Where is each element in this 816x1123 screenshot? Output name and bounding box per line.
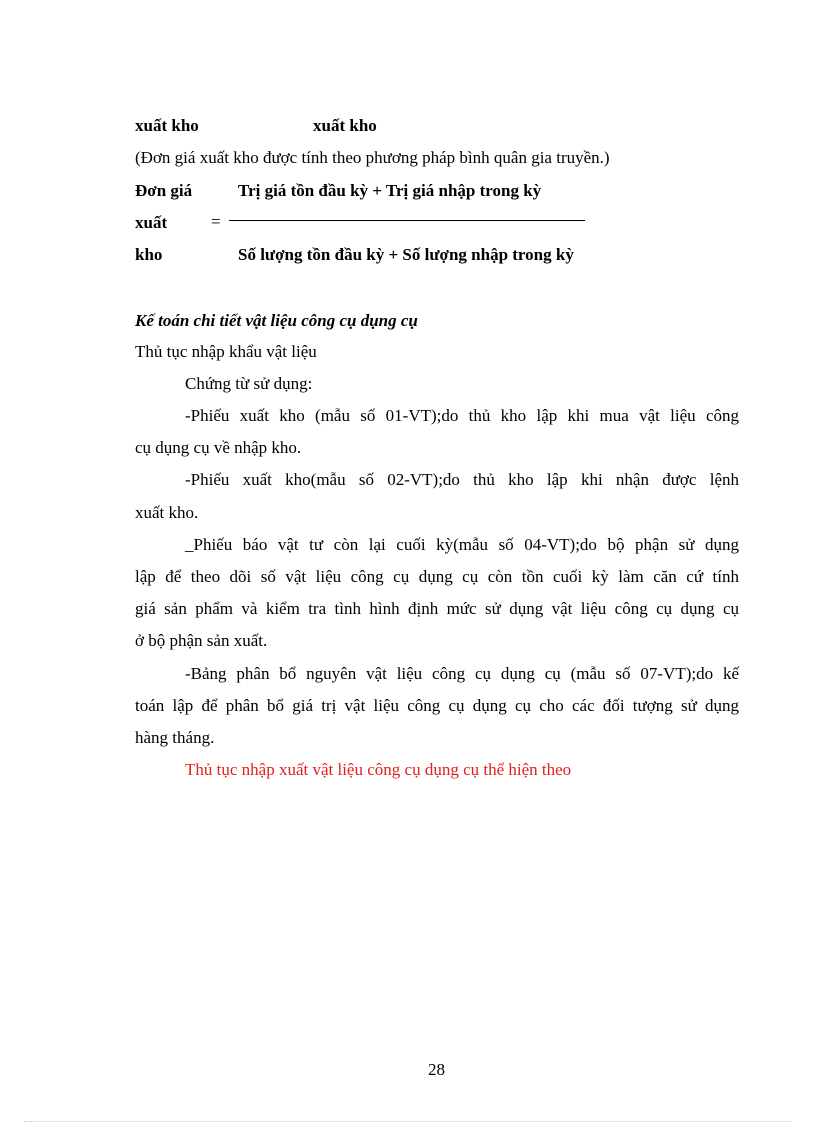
item4-line1: -Bảng phân bổ nguyên vật liệu công cụ dụng cụ (mẫu số 07-VT);do kế xyxy=(185,664,739,683)
formula-top-mid: xuất kho xyxy=(313,116,377,135)
item3-line3: giá sản phẩm và kiểm tra tình hình định mức sử dụng vật liệu công cụ dụng cụ xyxy=(135,599,739,618)
red-note: Thủ tục nhập xuất vật liệu công cụ dụng cụ thể hiện theo xyxy=(185,760,572,779)
page-number: 28 xyxy=(428,1060,445,1079)
item3-line1: _Phiếu báo vật tư còn lại cuối kỳ(mẫu số 04-VT);do bộ phận sử dụng xyxy=(185,535,739,554)
item1-line2: cụ dụng cụ về nhập kho. xyxy=(135,438,302,457)
formula-top-left: xuất kho xyxy=(135,116,199,135)
formula-lhs-line1: Đơn giá xyxy=(135,181,193,200)
formula-lhs-line2: xuất xyxy=(135,213,168,232)
item1-line1: -Phiếu xuất kho (mẫu số 01-VT);do thủ kho lập khi mua vật liệu công xyxy=(185,406,739,425)
formula-lhs-line3: kho xyxy=(135,245,163,264)
section-subheading: Thủ tục nhập khẩu vật liệu xyxy=(135,342,317,361)
item3-line2: lập để theo dõi số vật liệu công cụ dụng cụ còn tồn cuối kỳ làm căn cứ tính xyxy=(135,567,739,586)
item4-line3: hàng tháng. xyxy=(135,728,215,747)
formula-note: (Đơn giá xuất kho được tính theo phương pháp bình quân gia truyền.) xyxy=(135,148,610,167)
formula-equals: = xyxy=(211,212,221,231)
footer-rule xyxy=(24,1121,792,1122)
item2-line1: -Phiếu xuất kho(mẫu số 02-VT);do thủ kho lập khi nhận được lệnh xyxy=(185,470,739,489)
item3-line4: ở bộ phận sản xuất. xyxy=(135,631,268,650)
documents-label: Chứng từ sử dụng: xyxy=(185,374,313,393)
formula-denominator: Số lượng tồn đầu kỳ + Số lượng nhập trong kỳ xyxy=(238,245,574,264)
section-heading: Kế toán chi tiết vật liệu công cụ dụng cụ xyxy=(135,311,418,330)
fraction-line xyxy=(229,220,585,221)
item2-line2: xuất kho. xyxy=(135,503,199,522)
item4-line2: toán lập để phân bổ giá trị vật liệu công cụ dụng cụ cho các đối tượng sử dụng xyxy=(135,696,739,715)
formula-numerator: Trị giá tồn đầu kỳ + Trị giá nhập trong kỳ xyxy=(238,181,542,200)
